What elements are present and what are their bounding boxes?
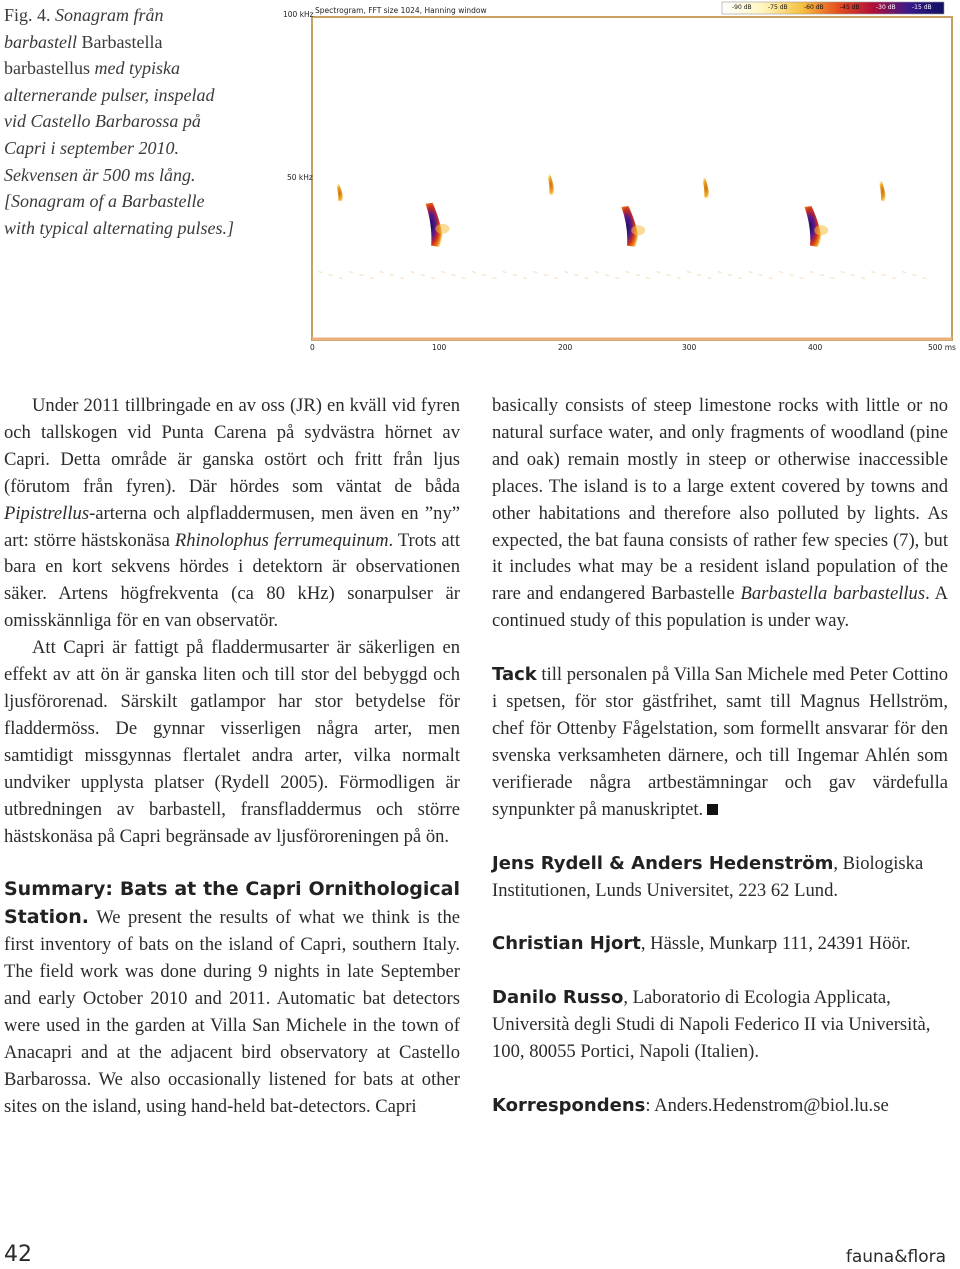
author-1-name: Jens Rydell & Anders Hedenström (492, 852, 834, 874)
species-rhinolophus: Rhinolophus ferrumequinum (174, 529, 389, 551)
plot-frame (312, 17, 952, 340)
author-2-name: Christian Hjort (492, 933, 641, 955)
genus-pipistrellus: Pipistrellus (4, 502, 90, 524)
correspondence-heading: Korrespondens (492, 1095, 646, 1117)
pulse-5-halo (814, 225, 828, 235)
caption-text-rest: med typiska alternerande pulser, inspelad vid Castello Barbarossa på Capri i september 2010. Sekvensen är 500 ms lång. [Sonagram of a Barbastelle with typical alternating pulses.] (4, 58, 234, 238)
author-3-name: Danilo Russo (492, 987, 624, 1009)
x-tick-label-200: 200 (558, 343, 573, 352)
color-scale-label-90: -90 dB (732, 4, 752, 11)
pulse-3-halo (631, 225, 645, 235)
tack-heading: Tack (492, 664, 537, 686)
color-scale-label-45: -45 dB (840, 4, 860, 11)
correspondence-email: : Anders.Hedenstrom@biol.lu.se (645, 1095, 889, 1117)
x-tick-label-400: 400 (808, 343, 823, 352)
x-tick-label-500: 500 ms (928, 343, 956, 352)
author-3: Danilo Russo, Laboratorio di Ecologia Applicata, Università degli Studi di Napoli Federico II via Università, 100, 80055 Portici, Napoli (Italien). (492, 987, 931, 1063)
acknowledgements: Tack till personalen på Villa San Michele med Peter Cottino i spetsen, för stor gästfrihet, samt till Magnus Hellström, chef för Ottenby Fågelstation, som formellt ansvarar för den svenska verksamheten därnere, och till Ingemar Ahlén som verifierade några artbestämningar och gav värdefulla synpunkter på manuskriptet. (492, 664, 948, 820)
x-tick-label-0: 0 (310, 343, 315, 352)
caption-species: Barbastella barbastellus (4, 31, 163, 79)
color-scale-label-60: -60 dB (804, 4, 824, 11)
page-number: 42 (4, 1242, 32, 1267)
journal-logo: fauna&flora (845, 1247, 946, 1267)
x-tick-label-300: 300 (682, 343, 697, 352)
color-scale-label-30: -30 dB (876, 4, 896, 11)
author-2: Christian Hjort, Hässle, Munkarp 111, 24391 Höör. (492, 933, 911, 955)
spectrogram-header: Spectrogram, FFT size 1024, Hanning window (315, 6, 487, 15)
color-scale-label-75: -75 dB (768, 4, 788, 11)
color-scale-label-15: -15 dB (912, 4, 932, 11)
correspondence (492, 1093, 948, 1120)
color-scale-bar (722, 2, 944, 14)
summary-heading: Summary: Bats at the Capri Ornithological Station. (4, 878, 460, 929)
figure-label: Fig. 4. (4, 5, 51, 25)
right-column (492, 393, 948, 1120)
spectrogram-figure (280, 0, 960, 360)
species-barbastella: Barbastella barbastellus (740, 583, 926, 605)
x-tick-label-100: 100 (432, 343, 447, 352)
spectrogram-plot (280, 0, 960, 360)
caption-text: Sonagram från barbastell (4, 5, 164, 52)
y-label-100: 100 kHz (283, 10, 314, 19)
end-mark-icon (707, 804, 718, 815)
paragraph-capri-landscape: basically consists of steep limestone rocks with little or no natural surface water, and only fragments of woodland (pine and oak) remain mostly in steep or otherwise inaccessible places. The island is to a large extent covered by towns and other habitations and therefore also polluted by lights. As expected, the bat fauna consists of rather few species (7), but it includes what may be a resident island population of the rare and endangered Barbastelle Barbastella barbastellus. A continued study of this population is under way. (492, 395, 949, 632)
paragraph-light-pollution: Att Capri är fattigt på fladdermusarter är säkerligen en effekt av att ön är ganska liten och till stor del bebyggd och ljusförorenad. Särskilt gatlampor har stor betydelse för fladdermöss. De gynnar visserligen några arter, men samtidigt missgynnas flertalet andra arter, vilka normalt undviker upplysta platser (Rydell 2005). Förmodligen är utbredningen av barbastell, fransfladdermus och större hästskonäsa på Capri begränsade av ljusföroreningen på ön. (4, 637, 460, 847)
summary-text: We present the results of what we think is the first inventory of bats on the island of Capri, southern Italy. The field work was done during 9 nights in late September and early October 2010 and 2011. Automatic bat detectors were used in the garden at Villa San Michele in the town of Anacapri and at the adjacent bird observatory at Castello Barbarossa. We also occasionally listened for bats at other sites on the island, using hand-held bat-detectors. Capri (4, 907, 460, 1117)
pulse-1-halo (435, 224, 449, 234)
figure-caption (4, 2, 234, 241)
left-column (4, 393, 460, 1121)
summary-paragraph (4, 876, 460, 1120)
author-1: Jens Rydell & Anders Hedenström, Biologiska Institutionen, Lunds Universitet, 223 62 Lund. (492, 852, 924, 901)
paragraph-punta-carena: Under 2011 tillbringade en av oss (JR) en kväll vid fyren och tallskogen vid Punta Carena på sydvästra hörnet av Capri. Detta område är ganska ostört och fritt från ljus (förutom från fyren). Där hördes som väntat de båda Pipistrellus-arterna och alpfladdermusen, men även en ”ny” art: större hästskonäsa Rhinolophus ferrumequinum. Trots att bara en kort sekvens hördes i detektorn är observationen säker. Artens högfrekventa (ca 80 kHz) sonarpulser är omisskännliga för en van observatör. (4, 395, 460, 632)
y-label-50: 50 kHz (287, 173, 313, 182)
